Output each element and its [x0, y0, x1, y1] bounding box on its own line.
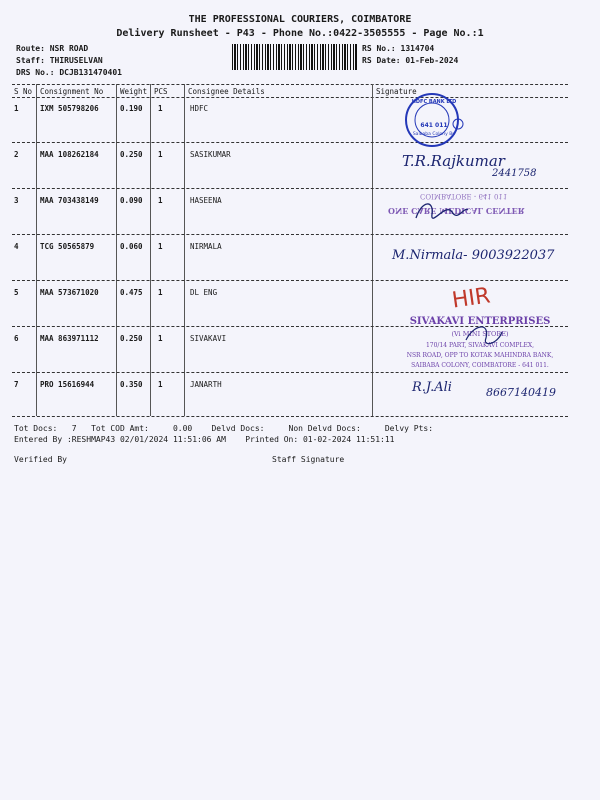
col-signature: Signature [376, 87, 417, 96]
row-consignment: MAA 573671020 [40, 288, 99, 297]
row-weight: 0.250 [120, 334, 143, 343]
col-divider [36, 84, 37, 416]
col-weight: Weight [120, 87, 148, 96]
row3-stamp: ONE CARE MEDICAL CENTER [388, 206, 525, 216]
col-sno: S No [14, 87, 33, 96]
col-divider [184, 84, 185, 416]
bank-stamp-branch: Saibaba Colony Br. [412, 132, 456, 137]
col-divider [150, 84, 151, 416]
totals-line: Tot Docs: 7 Tot COD Amt: 0.00 Delvd Docs: Non Delvd Docs: Delvy Pts: [14, 424, 434, 433]
row6-stamp-line3: SAIBABA COLONY, COIMBATORE - 641 011. [411, 362, 549, 369]
row-pcs: 1 [158, 380, 163, 389]
verified-by-label: Verified By [14, 455, 67, 464]
rs-number: RS No.: 1314704 [362, 44, 435, 53]
company-title: THE PROFESSIONAL COURIERS, COIMBATORE [188, 14, 412, 25]
row-weight: 0.475 [120, 288, 143, 297]
row-sno: 3 [14, 196, 19, 205]
col-consignment: Consignment No [40, 87, 104, 96]
row-sno: 4 [14, 242, 19, 251]
row-rule [12, 188, 568, 189]
row-consignment: MAA 863971112 [40, 334, 99, 343]
row-consignee: HDFC [190, 104, 209, 113]
row-consignee: HASEENA [190, 196, 222, 205]
row-rule [12, 142, 568, 143]
row2-phone: 2441758 [492, 168, 537, 179]
row-weight: 0.190 [120, 104, 143, 113]
staff-label: Staff: THIRUSELVAN [16, 56, 103, 65]
row-consignment: TCG 50565879 [40, 242, 95, 251]
row5-mark: HIR [450, 283, 492, 314]
row-pcs: 1 [158, 196, 163, 205]
col-consignee: Consignee Details [188, 87, 265, 96]
rs-date: RS Date: 01-Feb-2024 [362, 56, 459, 65]
staff-signature-label: Staff Signature [272, 455, 345, 464]
row-pcs: 1 [158, 150, 163, 159]
row-rule [12, 372, 568, 373]
row2-signature: T.R.Rajkumar [402, 152, 505, 170]
row-sno: 1 [14, 104, 19, 113]
row-weight: 0.250 [120, 150, 143, 159]
row-consignee: NIRMALA [190, 242, 222, 251]
row3-scribble [412, 196, 472, 224]
row-pcs: 1 [158, 334, 163, 343]
row-consignee: DL ENG [190, 288, 218, 297]
runsheet-subtitle: Delivery Runsheet - P43 - Phone No.:0422-3505555 - Page No.:1 [116, 28, 484, 39]
row-weight: 0.350 [120, 380, 143, 389]
table-bottom-rule [12, 416, 568, 417]
route-label: Route: NSR ROAD [16, 44, 89, 53]
row-sno: 5 [14, 288, 19, 297]
col-divider [116, 84, 117, 416]
row7-signature: R.J.Ali [412, 380, 452, 395]
row-consignee: JANARTH [190, 380, 222, 389]
row4-signature: M.Nirmala- 9003922037 [392, 248, 555, 263]
row-rule [12, 280, 568, 281]
table-top-rule [12, 84, 568, 85]
row-weight: 0.090 [120, 196, 143, 205]
row-consignment: MAA 108262184 [40, 150, 99, 159]
row-consignee: SIVAKAVI [190, 334, 227, 343]
row6-stamp-line2: NSR ROAD, OPP TO KOTAK MAHINDRA BANK, [406, 352, 554, 359]
row-pcs: 1 [158, 288, 163, 297]
table-header-rule [12, 97, 568, 98]
row-pcs: 1 [158, 242, 163, 251]
row-weight: 0.060 [120, 242, 143, 251]
row-rule [12, 234, 568, 235]
row-sno: 7 [14, 380, 19, 389]
row-sno: 6 [14, 334, 19, 343]
entered-line: Entered By :RESHMAP43 02/01/2024 11:51:06 AM Printed On: 01-02-2024 11:51:11 [14, 435, 395, 444]
col-pcs: PCS [154, 87, 168, 96]
row-consignment: MAA 703438149 [40, 196, 99, 205]
row-pcs: 1 [158, 104, 163, 113]
row-consignee: SASIKUMAR [190, 150, 231, 159]
row7-phone: 8667140419 [486, 386, 556, 399]
row6-stamp-sub: (Vi MINI STORE) [451, 330, 509, 338]
row6-stamp-line1: 170/14 PART, SIVAKAVI COMPLEX, [425, 342, 535, 349]
bank-stamp-name: HDFC BANK LTD [411, 99, 457, 105]
row3-stamp-line: COIMBATORE - 641 011 [420, 192, 508, 200]
drs-number: DRS No.: DCJB131470401 [16, 68, 122, 77]
col-divider [372, 84, 373, 416]
bank-stamp-pin: 641 011 [420, 122, 448, 129]
row-consignment: PRO 15616944 [40, 380, 95, 389]
barcode [232, 44, 358, 70]
row-consignment: IXM 505798206 [40, 104, 99, 113]
row6-stamp-title: SIVAKAVI ENTERPRISES [409, 316, 551, 327]
row6-scribble [460, 320, 506, 350]
row-sno: 2 [14, 150, 19, 159]
